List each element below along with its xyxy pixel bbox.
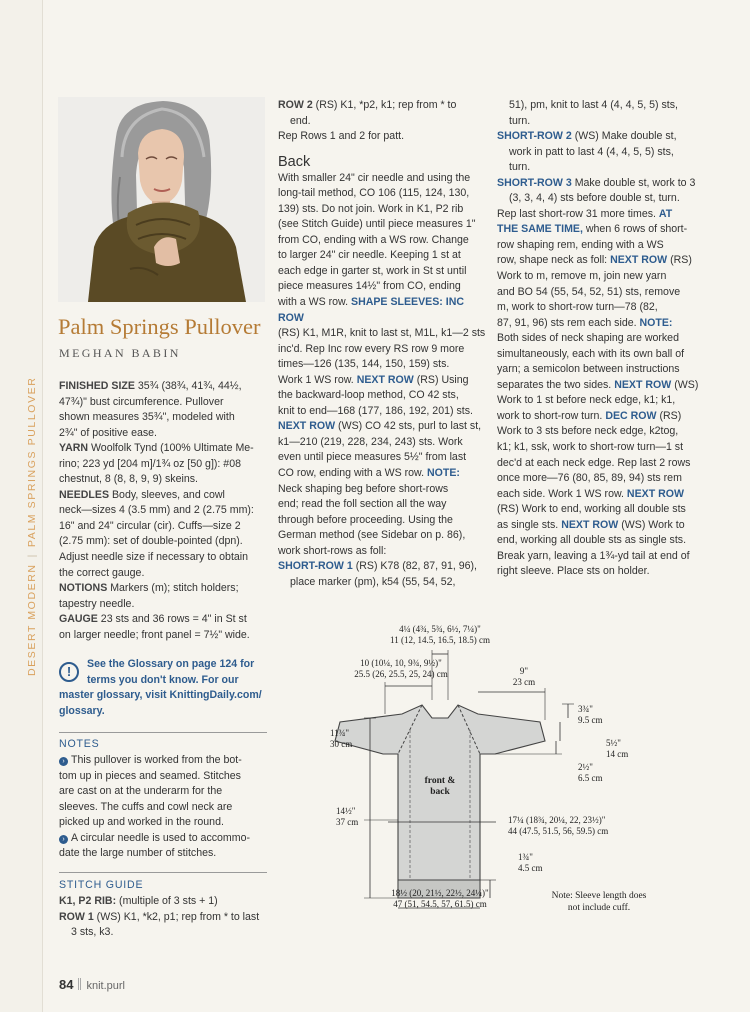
dim-neck-depth: 3¾" 9.5 cm xyxy=(578,704,603,725)
pattern-title: Palm Springs Pullover xyxy=(58,314,261,339)
spec-gauge: GAUGE 23 sts and 36 rows = 4" in St st on larger needle; front panel = 7½" wide. xyxy=(59,613,250,641)
page-number: 84 xyxy=(59,977,74,992)
garment-schematic xyxy=(330,620,710,920)
notes-heading: NOTES xyxy=(59,738,100,750)
notes-list xyxy=(59,753,267,862)
spec-yarn: YARN Woolfolk Tynd (100% Ultimate Me- rino; 223 yd [204 m]/1¾ oz [50 g]): #08 chestnut, 8 (8, 8, 9, 9) skeins. xyxy=(59,442,254,486)
dim-hem-width: 18½ (20, 21½, 22½, 24¼)" 47 (51, 54.5, 57, 61.5) cm xyxy=(391,888,489,909)
page-footer xyxy=(59,977,125,992)
instructions-column-3: 51), pm, knit to last 4 (4, 4, 5, 5) sts, turn. SHORT-ROW 2 (WS) Make double st, work in patt to last 4 (4, 4, 5, 5) sts, turn. SHORT-ROW 3 Make double st, work to 3 (3, 3, 4, 4) sts before double st, turn. Rep last short-row 31 more times. AT THE SAME TIME, when 6 rows of short- row shaping rem, ending with a WS row, shape neck as foll: NEXT ROW (RS) Work to m, remove m, join new yarn and BO 54 (55, 54, 52, 51) sts, remove m, work to short-row turn—78 (82, 87, 91, 96) sts rem each side. NOTE: Both sides of neck shaping are worked simultaneously, each with its own ball of yarn; a semicolon between instructions separates the two sides. NEXT ROW (WS) Work to 1 st before neck edge, k1; k1, work to short-row turn. DEC ROW (RS) Work to 3 sts before neck edge, k2tog, k1; k1, ssk, work to short-row turn—1 st dec'd at each neck edge. Rep last 2 rows once more—76 (80, 85, 89, 94) sts rem each side. Work 1 WS row. NEXT ROW (RS) Work to end, working all double sts as single sts. NEXT ROW (WS) Work to end, working all double sts as single sts. Break yarn, leaving a 1¾-yd tail at end of right sleeve. Place sts on holder. xyxy=(497,99,699,578)
pattern-name-side: PALM SPRINGS PULLOVER xyxy=(26,376,38,548)
bullet-icon: › xyxy=(59,757,68,766)
spec-finished-size: FINISHED SIZE 35¾ (38¾, 41¾, 44½, 47¾)" bust circumference. Pullover shown measures 35¾", modeled with 2¾" of positive ease. xyxy=(59,380,242,439)
pattern-specs xyxy=(59,379,267,643)
spec-needles: NEEDLES Body, sleeves, and cowl neck—sizes 4 (3.5 mm) and 2 (2.75 mm): 16" and 24" circular (cir). Cuffs—size 2 (2.75 mm): set of double-pointed (dpn). Adjust needle size if necessary to obtain the correct gauge. xyxy=(59,488,254,579)
divider xyxy=(59,732,267,733)
note-item: › This pullover is worked from the bot- tom up in pieces and seamed. Stitches are cast on at the underarm for the sleeves. The cuffs and cowl neck are picked up and worked in the round. xyxy=(59,754,242,829)
dim-sleeve-depth: 5½" 14 cm xyxy=(606,738,629,759)
stitch-guide: K1, P2 RIB: (multiple of 3 sts + 1) ROW 1 (WS) K1, *k2, p1; rep from * to last 3 sts, k3. xyxy=(59,895,260,939)
section-heading-back: Back xyxy=(278,153,311,170)
dim-sleeve-length: 9" 23 cm xyxy=(512,666,536,687)
designer-name: MEGHAN BABIN xyxy=(59,346,181,360)
spec-notions: NOTIONS Markers (m); stitch holders; tapestry needle. xyxy=(59,582,239,610)
section-name: DESERT MODERN xyxy=(26,563,38,676)
exclamation-icon: ! xyxy=(59,662,79,682)
note-item: › A circular needle is used to accommo- date the large number of stitches. xyxy=(59,831,250,860)
dim-body-length: 14½" 37 cm xyxy=(336,806,359,827)
dim-underarm: 2½" 6.5 cm xyxy=(578,762,603,783)
glossary-callout: ! See the Glossary on page 124 for terms you don't know. For our master glossary, visit KnittingDaily.com/ glossary. xyxy=(59,658,262,717)
side-section-label: DESERT MODERN|PALM SPRINGS PULLOVER xyxy=(26,376,38,676)
dim-panel-width: 17¼ (18¾, 20¼, 22, 23½)" 44 (47.5, 51.5, 56, 59.5) cm xyxy=(508,815,609,836)
instructions-column-2: ROW 2 (RS) K1, *p2, k1; rep from * to end. Rep Rows 1 and 2 for patt. Back With smaller 24" cir needle and using the long-tail method, CO 106 (115, 124, 130, 139) sts. Do not join. Work in K1, P2 rib (see Stitch Guide) until piece measures 1" from CO, ending with a WS row. Change to larger 24" cir needle. Keeping 1 st at each edge in garter st, work in St st until piece measures 14½" from CO, ending with a WS row. SHAPE SLEEVES: INC ROW (RS) K1, M1R, knit to last st, M1L, k1—2 sts inc'd. Rep Inc row every RS row 9 more times—126 (135, 144, 150, 159) sts. Work 1 WS row. NEXT ROW (RS) Using the backward-loop method, CO 42 sts, knit to end—168 (177, 186, 192, 201) sts. NEXT ROW (WS) CO 42 sts, purl to last st, k1—210 (219, 228, 234, 243) sts. Work even until piece measures 5½" from last CO row, ending with a WS row. NOTE: Neck shaping beg before short-rows end; read the foll section all the way through before proceeding. Using the German method (see Sidebar on p. 86), work short-rows as foll: SHORT-ROW 1 (RS) K78 (82, 87, 91, 96), place marker (pm), k54 (55, 54, 52, xyxy=(278,99,486,588)
divider xyxy=(59,872,267,873)
schematic-note: Note: Sleeve length does not include cuff. xyxy=(551,891,647,913)
dim-armhole: 11¾" 30 cm xyxy=(330,728,353,749)
dim-neck-width: 4¼ (4¾, 5¾, 6½, 7¼)" 11 (12, 14.5, 16.5, 18.5) cm xyxy=(390,624,490,645)
stitch-guide-heading: STITCH GUIDE xyxy=(59,879,144,891)
dim-rib-depth: 1¾" 4.5 cm xyxy=(518,852,543,873)
panel-label: front & back xyxy=(424,776,456,797)
glossary-link[interactable]: master glossary, visit KnittingDaily.com/ xyxy=(59,689,262,701)
dim-shoulder-width: 10 (10¼, 10, 9¾, 9½)" 25.5 (26, 25.5, 25, 24) cm xyxy=(354,658,448,679)
magazine-name: knit.purl xyxy=(86,980,125,992)
bullet-icon: › xyxy=(59,835,68,844)
model-photo xyxy=(58,97,265,302)
